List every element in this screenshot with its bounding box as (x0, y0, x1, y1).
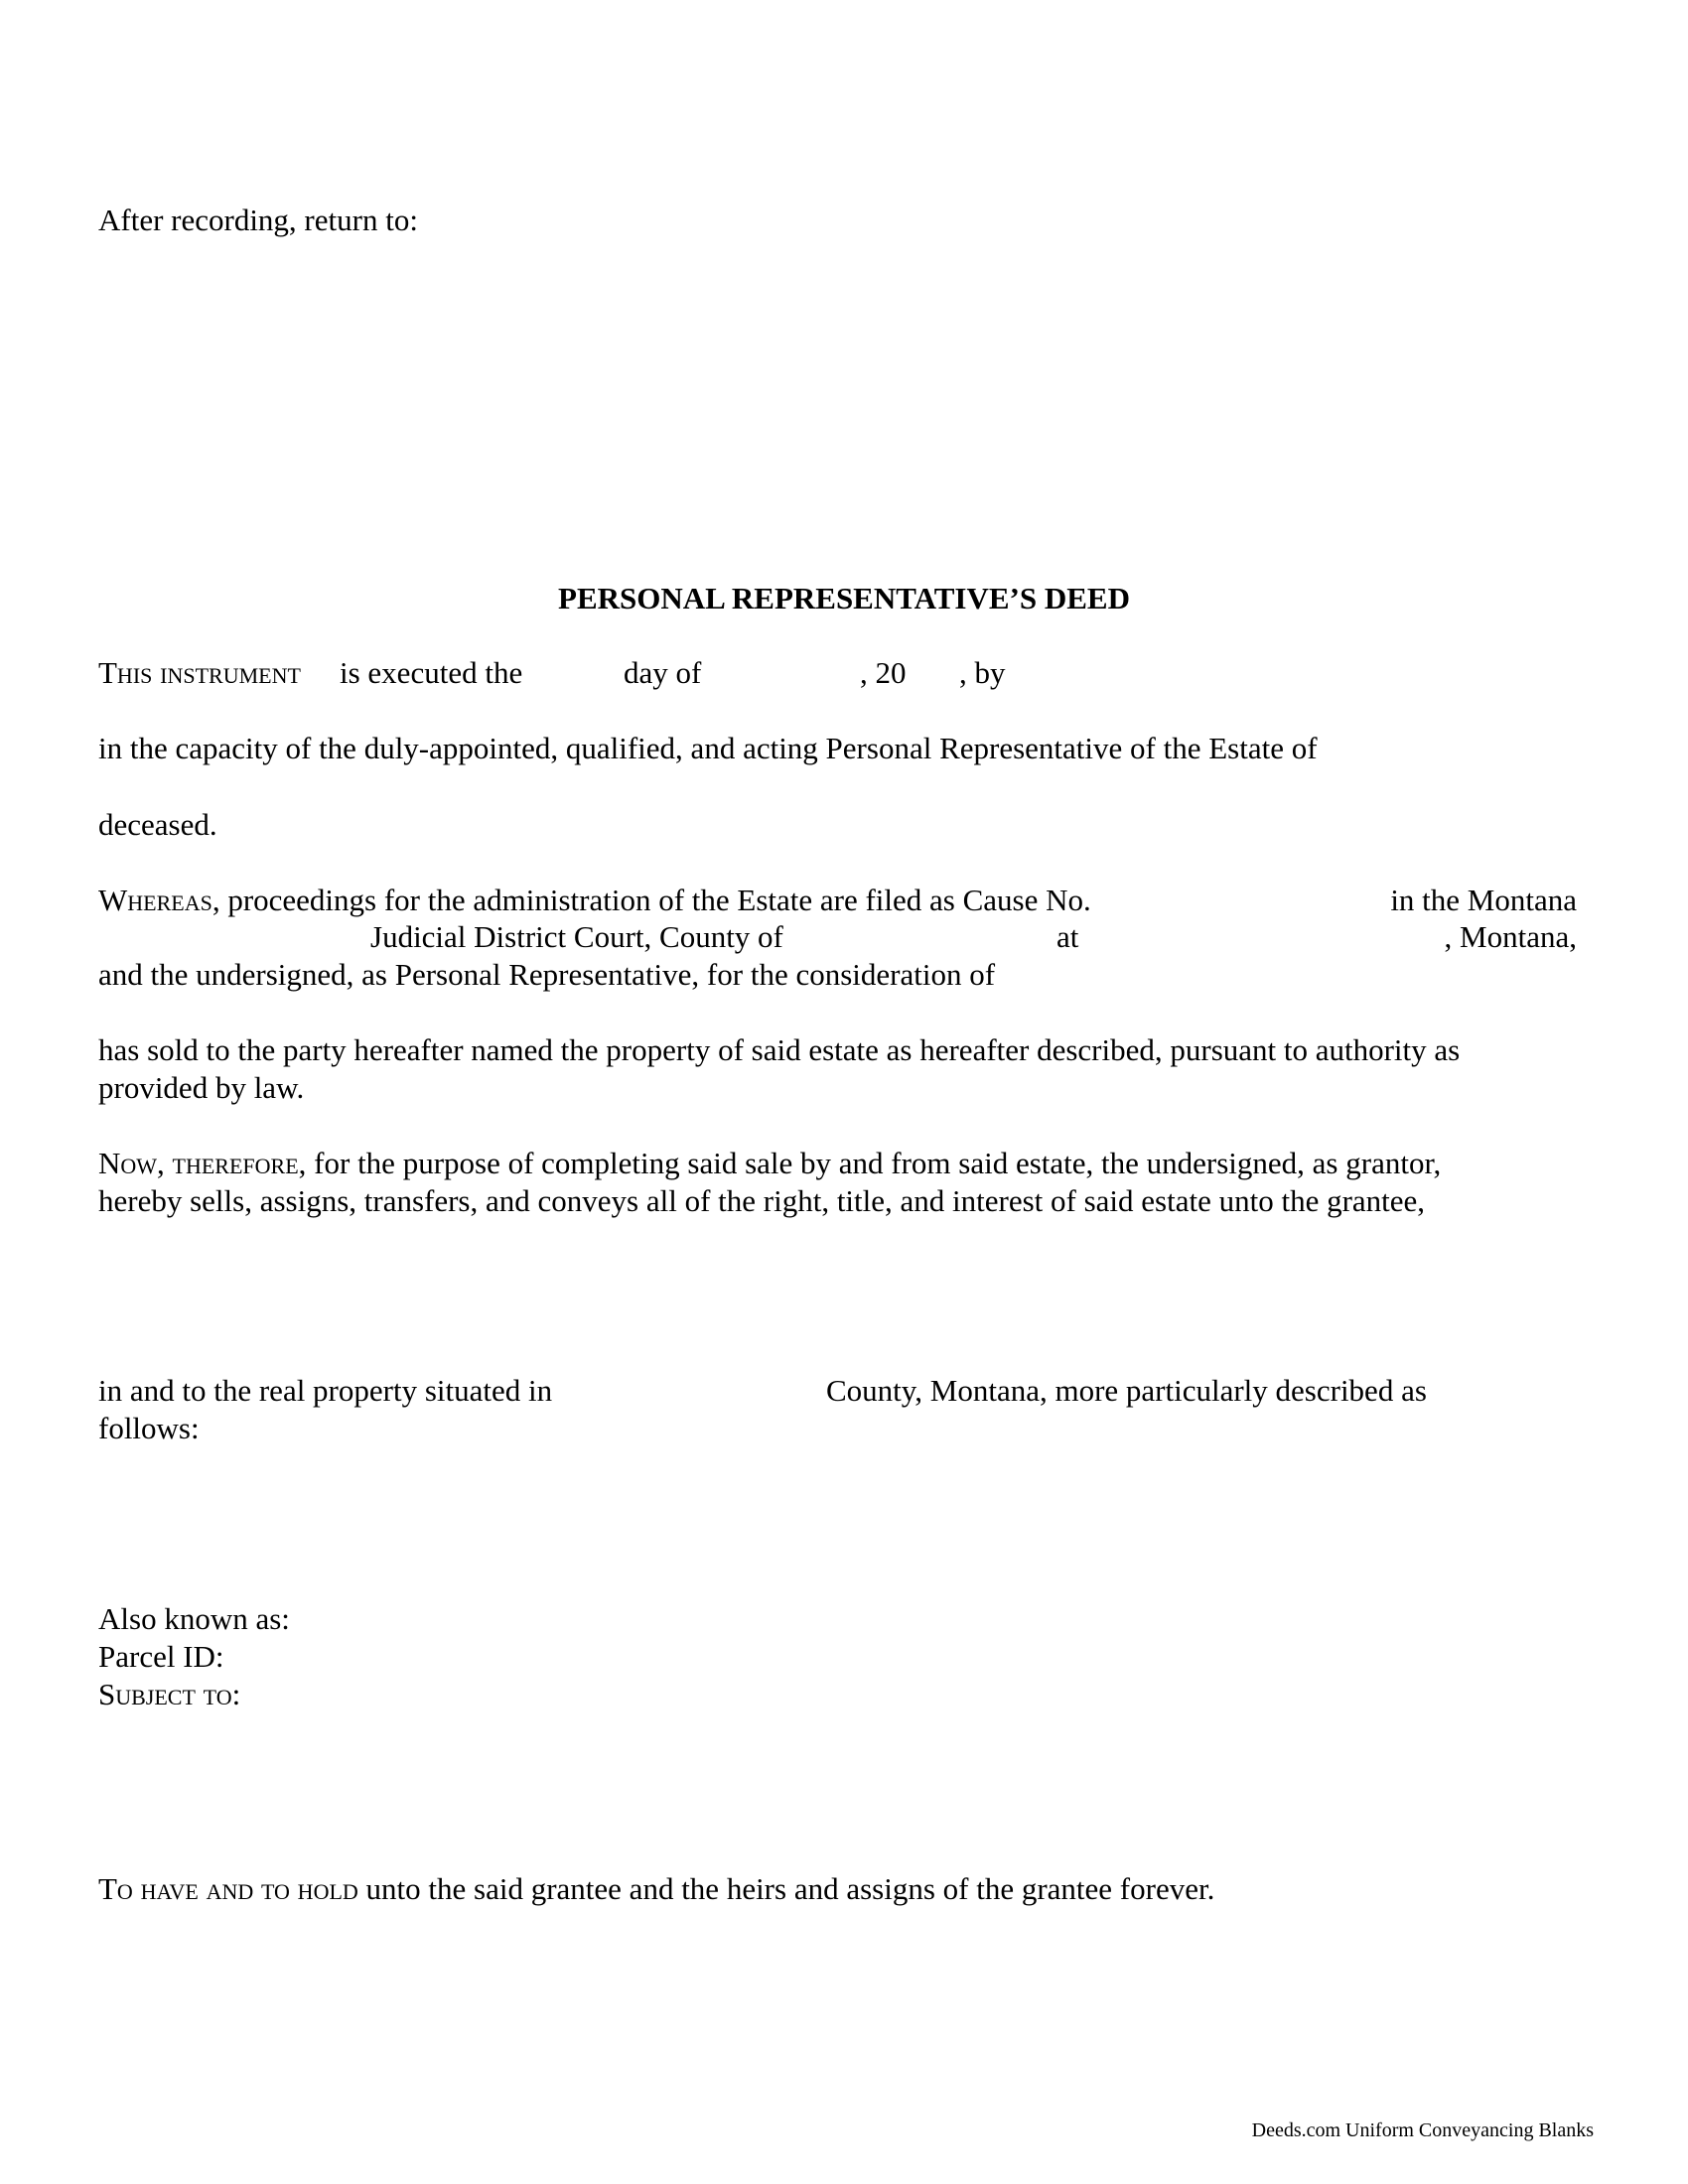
to-have-and-to-hold: To have and to hold (98, 1871, 358, 1906)
year-text: , 20 (860, 655, 907, 690)
sold-line-2: provided by law. (98, 1070, 305, 1105)
also-known-as-label: Also known as: (98, 1601, 290, 1636)
by-text: , by (959, 655, 1006, 690)
now-line-1-rest: , for the purpose of completing said sale by and from said estate, the undersigned, as grantor, (298, 1146, 1442, 1180)
now-therefore-line-2: hereby sells, assigns, transfers, and conveys all of the right, title, and interest of said estate unto the grantee, (98, 1183, 1426, 1218)
deceased-text: deceased. (98, 807, 217, 842)
whereas-word: Whereas (98, 883, 212, 917)
now-word: Now (98, 1146, 158, 1180)
document-title: PERSONAL REPRESENTATIVE’S DEED (558, 581, 1130, 615)
whereas-montana-text: , Montana, (1444, 919, 1577, 954)
habendum-line (98, 1870, 1214, 1908)
this-instrument-text: This instrument (98, 655, 301, 690)
capacity-line: in the capacity of the duly-appointed, qualified, and acting Personal Representative of the Estate of (98, 731, 1318, 765)
whereas-line-1-right: in the Montana (1390, 883, 1577, 917)
executed-text: is executed the (340, 655, 523, 690)
return-to-label: After recording, return to: (98, 203, 418, 237)
whereas-line-1 (98, 882, 1091, 919)
day-of-text: day of (624, 655, 702, 690)
whereas-line-1-text: , proceedings for the administration of the Estate are filed as Cause No. (211, 883, 1091, 917)
therefore-word: therefore (172, 1146, 299, 1180)
property-line-1-right: County, Montana, more particularly described as (826, 1373, 1427, 1408)
parcel-id-label: Parcel ID: (98, 1639, 224, 1674)
whereas-line-3: and the undersigned, as Personal Representative, for the consideration of (98, 957, 996, 992)
whereas-court-text: Judicial District Court, County of (370, 919, 783, 954)
sold-line-1: has sold to the party hereafter named the property of said estate as hereafter described, pursuant to authority as (98, 1032, 1461, 1067)
subject-to-label: Subject to: (98, 1677, 241, 1711)
footer-text: Deeds.com Uniform Conveyancing Blanks (1251, 2119, 1594, 2141)
property-line-1-left: in and to the real property situated in (98, 1373, 553, 1408)
now-therefore-line-1: Now, therefore, for the purpose of completing said sale by and from said estate, the undersigned, as grantor, (98, 1146, 1442, 1180)
whereas-at-text: at (1056, 919, 1079, 954)
habendum-rest: unto the said grantee and the heirs and assigns of the grantee forever. (365, 1871, 1215, 1906)
property-line-2: follows: (98, 1411, 200, 1445)
